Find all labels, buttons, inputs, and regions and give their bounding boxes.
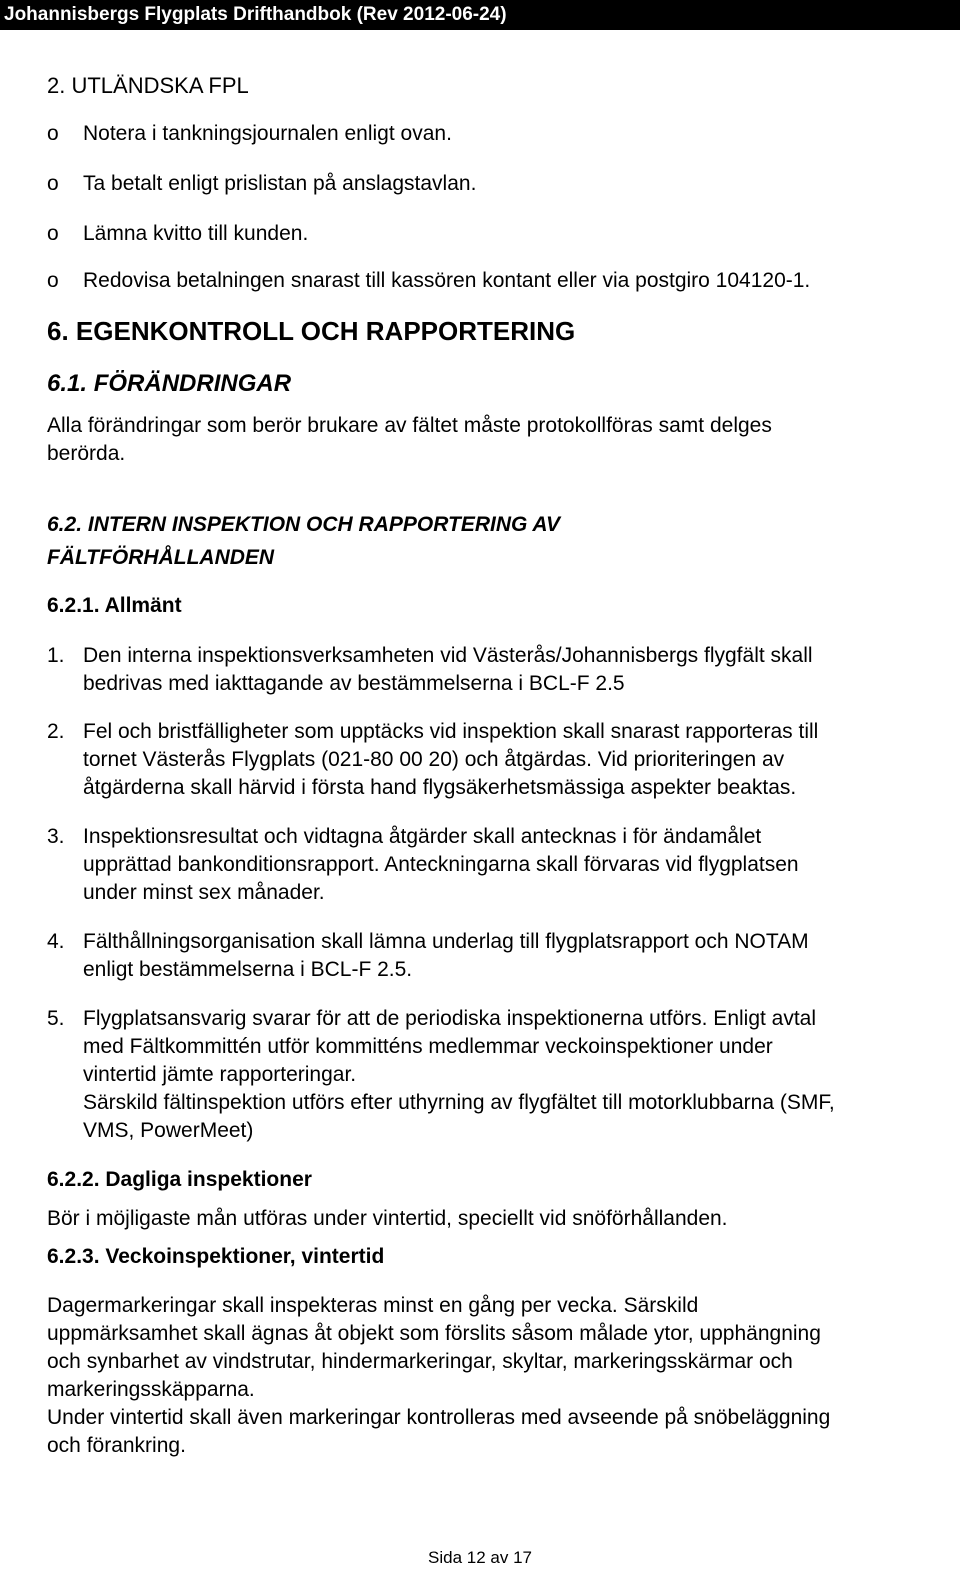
list-number: 3. xyxy=(47,825,65,848)
item-line: bedrivas med iakttagande av bestämmelserna i BCL-F 2.5 xyxy=(83,672,625,695)
paragraph-line: Dagermarkeringar skall inspekteras minst en gång per vecka. Särskild xyxy=(47,1294,699,1317)
item-line: Fälthållningsorganisation skall lämna underlag till flygplatsrapport och NOTAM xyxy=(83,930,809,953)
subsection-heading-dagliga: 6.2.2. Dagliga inspektioner xyxy=(47,1168,312,1191)
item-line: under minst sex månader. xyxy=(83,881,325,904)
list-number: 5. xyxy=(47,1007,65,1030)
list-number: 1. xyxy=(47,644,65,667)
heading-line: 6.2. INTERN INSPEKTION OCH RAPPORTERING AV xyxy=(47,513,561,536)
paragraph-forandringar xyxy=(47,412,772,468)
paragraph-veckoinspektioner xyxy=(47,1292,830,1460)
item-line: enligt bestämmelserna i BCL-F 2.5. xyxy=(83,958,413,981)
paragraph-line: markeringsskäpparna. xyxy=(47,1378,255,1401)
subsection-heading-forandringar: 6.1. FÖRÄNDRINGAR xyxy=(47,370,292,397)
subsection-heading-intern-inspektion xyxy=(47,508,560,574)
subsection-heading-allmant: 6.2.1. Allmänt xyxy=(47,594,182,617)
item-line: Särskild fältinspektion utförs efter uthyrning av flygfältet till motorklubbarna (SMF, xyxy=(83,1091,835,1114)
numbered-item xyxy=(83,928,809,984)
heading-line: FÄLTFÖRHÅLLANDEN xyxy=(47,546,275,569)
item-line: Fel och bristfälligheter som upptäcks vid inspektion skall snarast rapporteras till xyxy=(83,720,819,743)
item-line: Inspektionsresultat och vidtagna åtgärder skall antecknas i för ändamålet xyxy=(83,825,762,848)
numbered-item xyxy=(83,823,799,907)
paragraph-line: Alla förändringar som berör brukare av fältet måste protokollföras samt delges xyxy=(47,414,772,437)
page-number: Sida 12 av 17 xyxy=(428,1548,532,1567)
bullet-marker: o xyxy=(47,122,59,145)
list-number: 2. xyxy=(47,720,65,743)
item-line: VMS, PowerMeet) xyxy=(83,1119,254,1142)
paragraph-line: uppmärksamhet skall ägnas åt objekt som förslits såsom målade ytor, upphängning xyxy=(47,1322,821,1345)
document-header xyxy=(0,0,960,30)
bullet-marker: o xyxy=(47,269,59,292)
item-line: åtgärderna skall härvid i första hand flygsäkerhetsmässiga aspekter beaktas. xyxy=(83,776,797,799)
list-item: Notera i tankningsjournalen enligt ovan. xyxy=(83,122,452,145)
document-title: Johannisbergs Flygplats Drifthandbok (Rev 2012-06-24) xyxy=(4,4,507,25)
item-line: vintertid jämte rapporteringar. xyxy=(83,1063,357,1086)
section-heading-utlandska-fpl: 2. UTLÄNDSKA FPL xyxy=(47,73,249,98)
item-line: Flygplatsansvarig svarar för att de periodiska inspektionerna utförs. Enligt avtal xyxy=(83,1007,817,1030)
item-line: med Fältkommittén utför kommitténs medlemmar veckoinspektioner under xyxy=(83,1035,773,1058)
bullet-marker: o xyxy=(47,172,59,195)
list-item: Lämna kvitto till kunden. xyxy=(83,222,309,245)
paragraph-line: och förankring. xyxy=(47,1434,186,1457)
paragraph-line: berörda. xyxy=(47,442,126,465)
numbered-item xyxy=(83,642,813,698)
item-line: upprättad bankonditionsrapport. Anteckningarna skall förvaras vid flygplatsen xyxy=(83,853,799,876)
list-item: Redovisa betalningen snarast till kassören kontant eller via postgiro 104120-1. xyxy=(83,269,811,292)
paragraph-dagliga: Bör i möjligaste mån utföras under vintertid, speciellt vid snöförhållanden. xyxy=(47,1207,728,1230)
bullet-marker: o xyxy=(47,222,59,245)
item-line: Den interna inspektionsverksamheten vid Västerås/Johannisbergs flygfält skall xyxy=(83,644,813,667)
paragraph-line: Under vintertid skall även markeringar kontrolleras med avseende på snöbeläggning xyxy=(47,1406,831,1429)
section-heading-egenkontroll: 6. EGENKONTROLL OCH RAPPORTERING xyxy=(47,316,576,346)
numbered-item xyxy=(83,718,818,802)
list-number: 4. xyxy=(47,930,65,953)
item-line: tornet Västerås Flygplats (021-80 00 20) och åtgärdas. Vid prioriteringen av xyxy=(83,748,785,771)
numbered-item xyxy=(83,1005,835,1145)
paragraph-line: och synbarhet av vindstrutar, hindermarkeringar, skyltar, markeringsskärmar och xyxy=(47,1350,793,1373)
list-item: Ta betalt enligt prislistan på anslagstavlan. xyxy=(83,172,477,195)
subsection-heading-veckoinspektioner: 6.2.3. Veckoinspektioner, vintertid xyxy=(47,1245,385,1268)
